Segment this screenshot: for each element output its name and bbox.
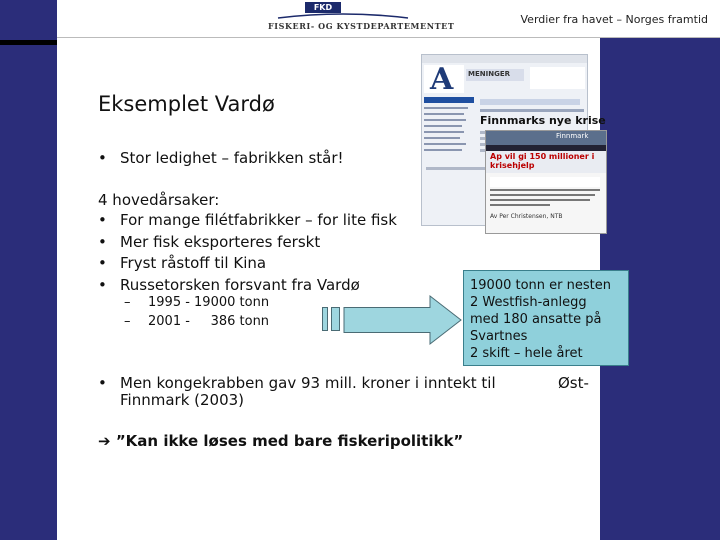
sub-item-text: 2001 - 386 tonn [148, 314, 270, 329]
bullet-kongekrabbe-cont: Finnmark (2003) [120, 391, 245, 409]
right-arrow-icon [322, 295, 462, 345]
callout-line: 2 skift – hele året [470, 346, 583, 361]
sub-item-dash: – [124, 295, 131, 310]
newspaper-clipping-inset [485, 130, 607, 234]
newspaper-inset-section: Finnmark [556, 132, 589, 140]
bullet-kongekrabbe-wrap: Øst- [558, 374, 589, 392]
causes-heading: 4 hovedårsaker: [98, 191, 220, 209]
callout-line: 19000 tonn er nesten [470, 278, 611, 293]
bullet-dot-icon: • [98, 374, 107, 392]
callout-line: Svartnes [470, 329, 528, 344]
logo-name: FISKERI- OG KYSTDEPARTEMENTET [268, 21, 455, 31]
fkd-logo [268, 2, 455, 36]
svg-text:A: A [430, 62, 454, 97]
right-arrow-glyph-icon: ➔ [98, 432, 111, 450]
newspaper-inset-headline: Ap vil gi 150 millioner i krisehjelp [490, 152, 595, 170]
cause-item: For mange filétfabrikker – for lite fisk [120, 211, 397, 229]
callout-line: 2 Westfish-anlegg [470, 295, 587, 310]
bullet-ledighet: Stor ledighet – fabrikken står! [120, 149, 344, 167]
header-tagline: Verdier fra havet – Norges framtid [520, 13, 708, 26]
bullet-dot-icon: • [98, 254, 107, 272]
conclusion-line [98, 432, 463, 450]
newspaper-inset-byline: Av Per Christensen, NTB [490, 213, 563, 220]
callout-box [463, 270, 629, 366]
cause-item: Russetorsken forsvant fra Vardø [120, 276, 360, 294]
conclusion-text: ”Kan ikke løses med bare fiskeripolitikk” [115, 432, 464, 450]
bullet-dot-icon: • [98, 276, 107, 294]
bullet-kongekrabbe: Men kongekrabben gav 93 mill. kroner i inntekt til [120, 374, 496, 392]
sub-item-text: 1995 - 19000 tonn [148, 295, 270, 310]
left-frame-band [0, 0, 57, 540]
newspaper-paper-name: MENINGER [468, 70, 510, 78]
logo-wave-icon [278, 13, 408, 19]
cause-item: Fryst råstoff til Kina [120, 254, 267, 272]
sub-item-dash: – [124, 314, 131, 329]
bullet-dot-icon: • [98, 211, 107, 229]
cause-item: Mer fisk eksporteres ferskt [120, 233, 321, 251]
bullet-dot-icon: • [98, 149, 107, 167]
slide-title: Eksemplet Vardø [98, 92, 275, 116]
bullet-dot-icon: • [98, 233, 107, 251]
callout-line: med 180 ansatte på [470, 312, 602, 327]
logo-abbreviation: FKD [305, 2, 341, 13]
newspaper-main-headline: Finnmarks nye krise [480, 114, 606, 127]
